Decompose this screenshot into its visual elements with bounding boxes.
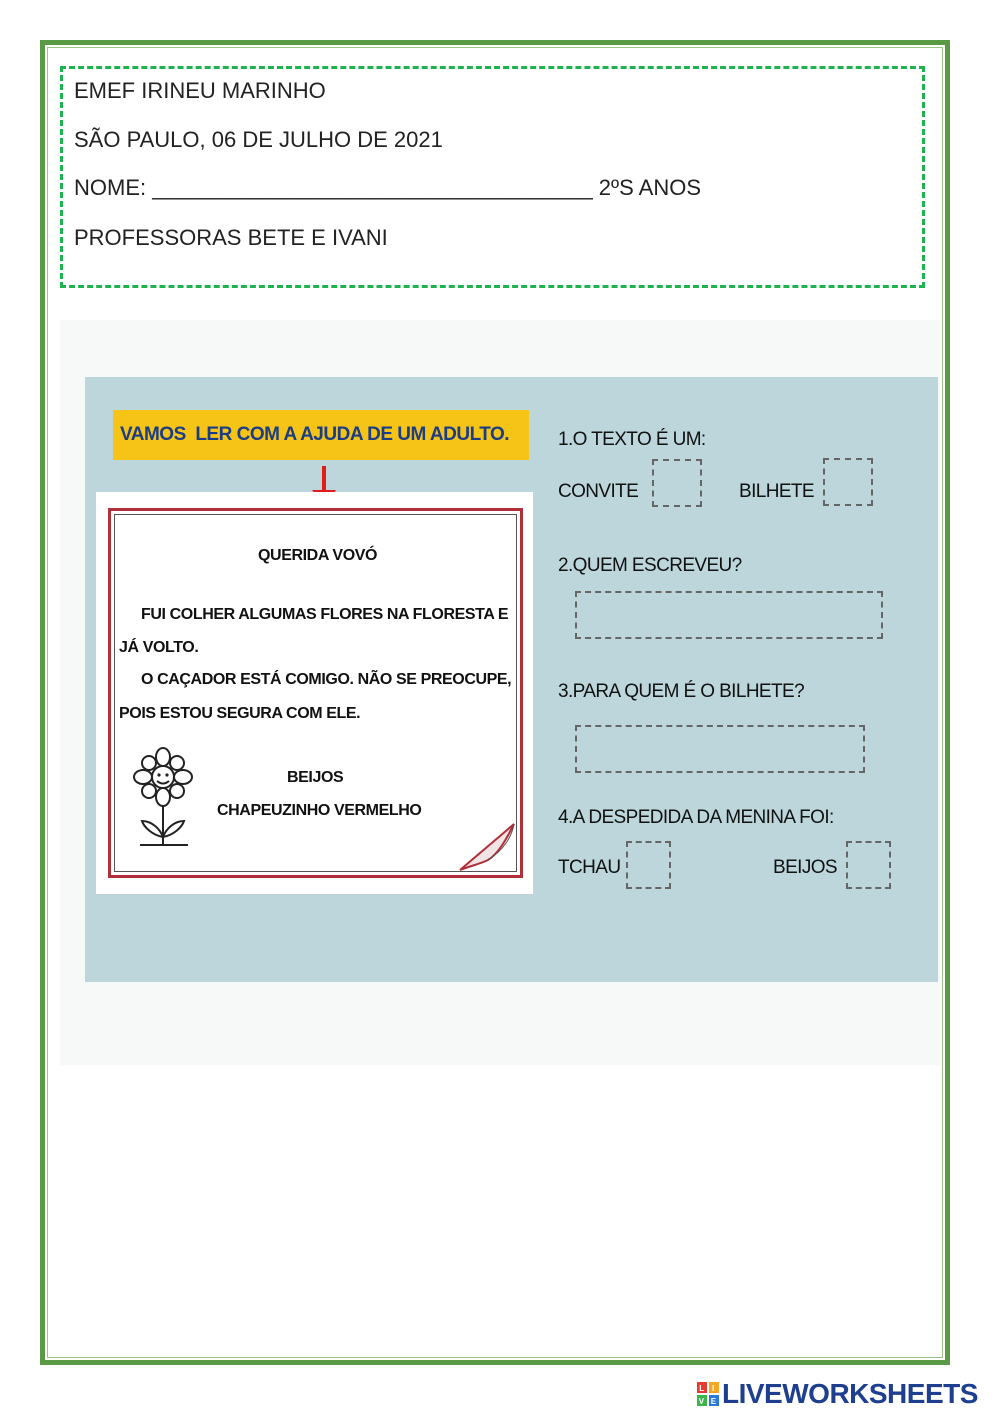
liveworksheets-brand: LIVEWORKSHEETS (722, 1378, 978, 1409)
logo-letter-e: E (710, 1397, 717, 1406)
liveworksheets-logo-icon (697, 1382, 719, 1406)
school-name: EMEF IRINEU MARINHO (74, 78, 326, 103)
note-line-4: POIS ESTOU SEGURA COM ELE. (119, 705, 361, 722)
question-1-option-bilhete: BILHETE (739, 481, 814, 502)
note-line-3: O CAÇADOR ESTÁ COMIGO. NÃO SE PREOCUPE, (141, 671, 512, 688)
logo-letter-i: I (712, 1384, 715, 1393)
note-closing: BEIJOS (287, 769, 344, 786)
note-line-1: FUI COLHER ALGUMAS FLORES NA FLORESTA E (141, 606, 509, 623)
page-curl-icon (458, 820, 518, 872)
note-signature: CHAPEUZINHO VERMELHO (217, 802, 422, 819)
question-4: 4.A DESPEDIDA DA MENINA FOI: (558, 807, 834, 828)
answer-box-bilhete[interactable] (823, 458, 873, 506)
answer-box-para-quem[interactable] (575, 725, 865, 773)
teachers-line: PROFESSORAS BETE E IVANI (74, 225, 388, 250)
answer-box-beijos[interactable] (846, 841, 891, 889)
note-greeting: QUERIDA VOVÓ (258, 547, 378, 564)
question-1: 1.O TEXTO É UM: (558, 429, 706, 450)
question-4-option-tchau: TCHAU (558, 857, 621, 878)
logo-letter-l: L (699, 1384, 705, 1393)
question-2: 2.QUEM ESCREVEU? (558, 555, 742, 576)
liveworksheets-logo[interactable] (697, 1379, 978, 1409)
logo-letter-v: V (698, 1397, 705, 1406)
down-arrow-icon (322, 466, 326, 492)
question-3: 3.PARA QUEM É O BILHETE? (558, 681, 805, 702)
answer-box-convite[interactable] (652, 459, 702, 507)
reading-banner-text: VAMOS LER COM A AJUDA DE UM ADULTO. (120, 424, 510, 445)
answer-box-quem-escreveu[interactable] (575, 591, 883, 639)
question-4-option-beijos: BEIJOS (773, 857, 837, 878)
answer-box-tchau[interactable] (626, 841, 671, 889)
date-line: SÃO PAULO, 06 DE JULHO DE 2021 (74, 127, 443, 152)
flower-icon (132, 745, 194, 849)
name-line: NOME: ____________________________________ 2ºS ANOS (74, 175, 701, 200)
note-line-2: JÁ VOLTO. (119, 639, 199, 656)
question-1-option-convite: CONVITE (558, 481, 639, 502)
